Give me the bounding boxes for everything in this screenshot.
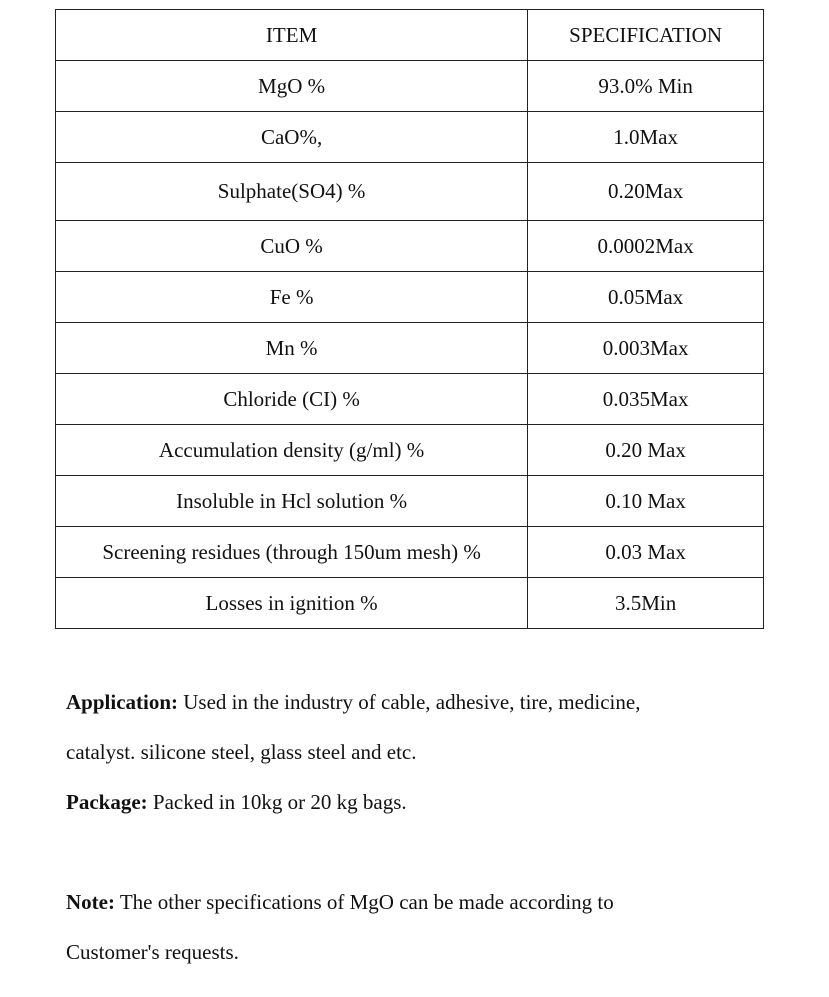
table-row [56,323,764,374]
row-spec: 3.5Min [528,578,764,629]
package-paragraph [66,790,407,814]
package-text: Packed in 10kg or 20 kg bags. [147,790,407,814]
row-item: MgO % [56,61,528,112]
table-row [56,476,764,527]
row-spec: 0.20Max [528,163,764,221]
table-row [56,425,764,476]
row-spec: 0.03 Max [528,527,764,578]
row-item: CaO%, [56,112,528,163]
note-label: Note: [66,890,115,914]
row-item: Insoluble in Hcl solution % [56,476,528,527]
note-paragraph [66,890,614,914]
table-row [56,527,764,578]
application-text-line2: catalyst. silicone steel, glass steel and etc. [66,740,417,764]
row-spec: 0.05Max [528,272,764,323]
row-spec: 0.20 Max [528,425,764,476]
table-row [56,272,764,323]
row-spec: 0.0002Max [528,221,764,272]
row-item: Chloride (CI) % [56,374,528,425]
row-spec: 0.035Max [528,374,764,425]
row-item: Accumulation density (g/ml) % [56,425,528,476]
table-row [56,221,764,272]
row-item: CuO % [56,221,528,272]
package-label: Package: [66,790,148,814]
row-spec: 0.003Max [528,323,764,374]
row-item: Screening residues (through 150um mesh) % [56,527,528,578]
table-row [56,163,764,221]
table-row [56,112,764,163]
application-text-line1: Used in the industry of cable, adhesive, tire, medicine, [178,690,641,714]
row-item: Losses in ignition % [56,578,528,629]
row-spec: 1.0Max [528,112,764,163]
header-item: ITEM [56,10,528,61]
header-specification: SPECIFICATION [528,10,764,61]
application-paragraph [66,690,640,714]
note-text-line1: The other specifications of MgO can be made according to [114,890,614,914]
specification-table [55,9,764,629]
row-spec: 93.0% Min [528,61,764,112]
table-header-row [56,10,764,61]
table-row [56,61,764,112]
table-row [56,578,764,629]
note-text-line2: Customer's requests. [66,940,239,964]
row-spec: 0.10 Max [528,476,764,527]
row-item: Sulphate(SO4) % [56,163,528,221]
application-label: Application: [66,690,179,714]
row-item: Mn % [56,323,528,374]
table-row [56,374,764,425]
row-item: Fe % [56,272,528,323]
